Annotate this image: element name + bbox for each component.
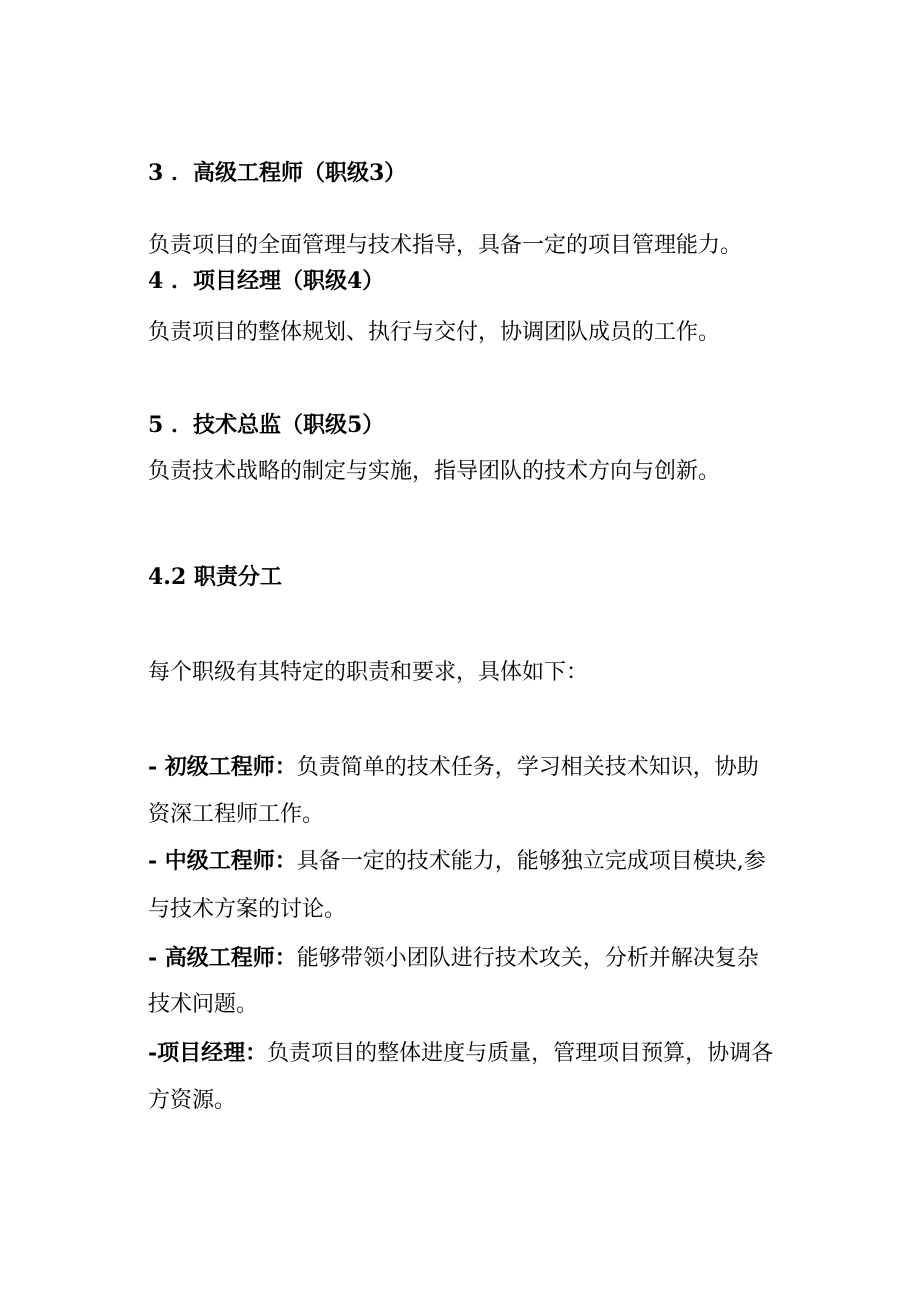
duty-junior-line1 bbox=[148, 752, 759, 783]
duty-senior-label: - 高级工程师： bbox=[148, 945, 297, 971]
heading-technical-director: 5 ．技术总监（职级5） bbox=[148, 412, 385, 438]
paragraph-senior-engineer: 负责项目的全面管理与技术指导，具备一定的项目管理能力。 bbox=[148, 233, 743, 258]
duty-junior-line2: 资深工程师工作。 bbox=[148, 802, 325, 827]
heading-responsibilities: 4.2 职责分工 bbox=[148, 564, 282, 590]
duty-mid-line2: 与技术方案的讨论。 bbox=[148, 897, 347, 922]
duty-senior-text: 能够带领小团队进行技术攻关，分析并解决复杂 bbox=[296, 946, 759, 971]
heading-project-manager: 4 ．项目经理（职级4） bbox=[148, 268, 385, 294]
paragraph-intro: 每个职级有其特定的职责和要求，具体如下： bbox=[148, 660, 589, 685]
duty-senior-line1 bbox=[148, 943, 759, 974]
duty-mid-text: 具备一定的技术能力，能够独立完成项目模块,参 bbox=[296, 849, 766, 874]
duty-pm-text: 负责项目的整体进度与质量，管理项目预算，协调各 bbox=[267, 1041, 774, 1066]
duty-junior-text: 负责简单的技术任务，学习相关技术知识，协助 bbox=[296, 755, 759, 780]
duty-pm-line2: 方资源。 bbox=[148, 1088, 237, 1113]
duty-mid-label: - 中级工程师： bbox=[148, 848, 297, 874]
duty-pm-line1 bbox=[148, 1038, 773, 1069]
paragraph-technical-director: 负责技术战略的制定与实施，指导团队的技术方向与创新。 bbox=[148, 459, 721, 484]
heading-senior-engineer: 3 ．高级工程师（职级3） bbox=[148, 160, 407, 186]
duty-junior-label: - 初级工程师： bbox=[148, 754, 297, 780]
duty-pm-label: -项目经理： bbox=[148, 1040, 268, 1066]
paragraph-project-manager: 负责项目的整体规划、执行与交付，协调团队成员的工作。 bbox=[148, 320, 721, 345]
duty-senior-line2: 技术问题。 bbox=[148, 992, 259, 1017]
duty-mid-line1 bbox=[148, 846, 766, 877]
